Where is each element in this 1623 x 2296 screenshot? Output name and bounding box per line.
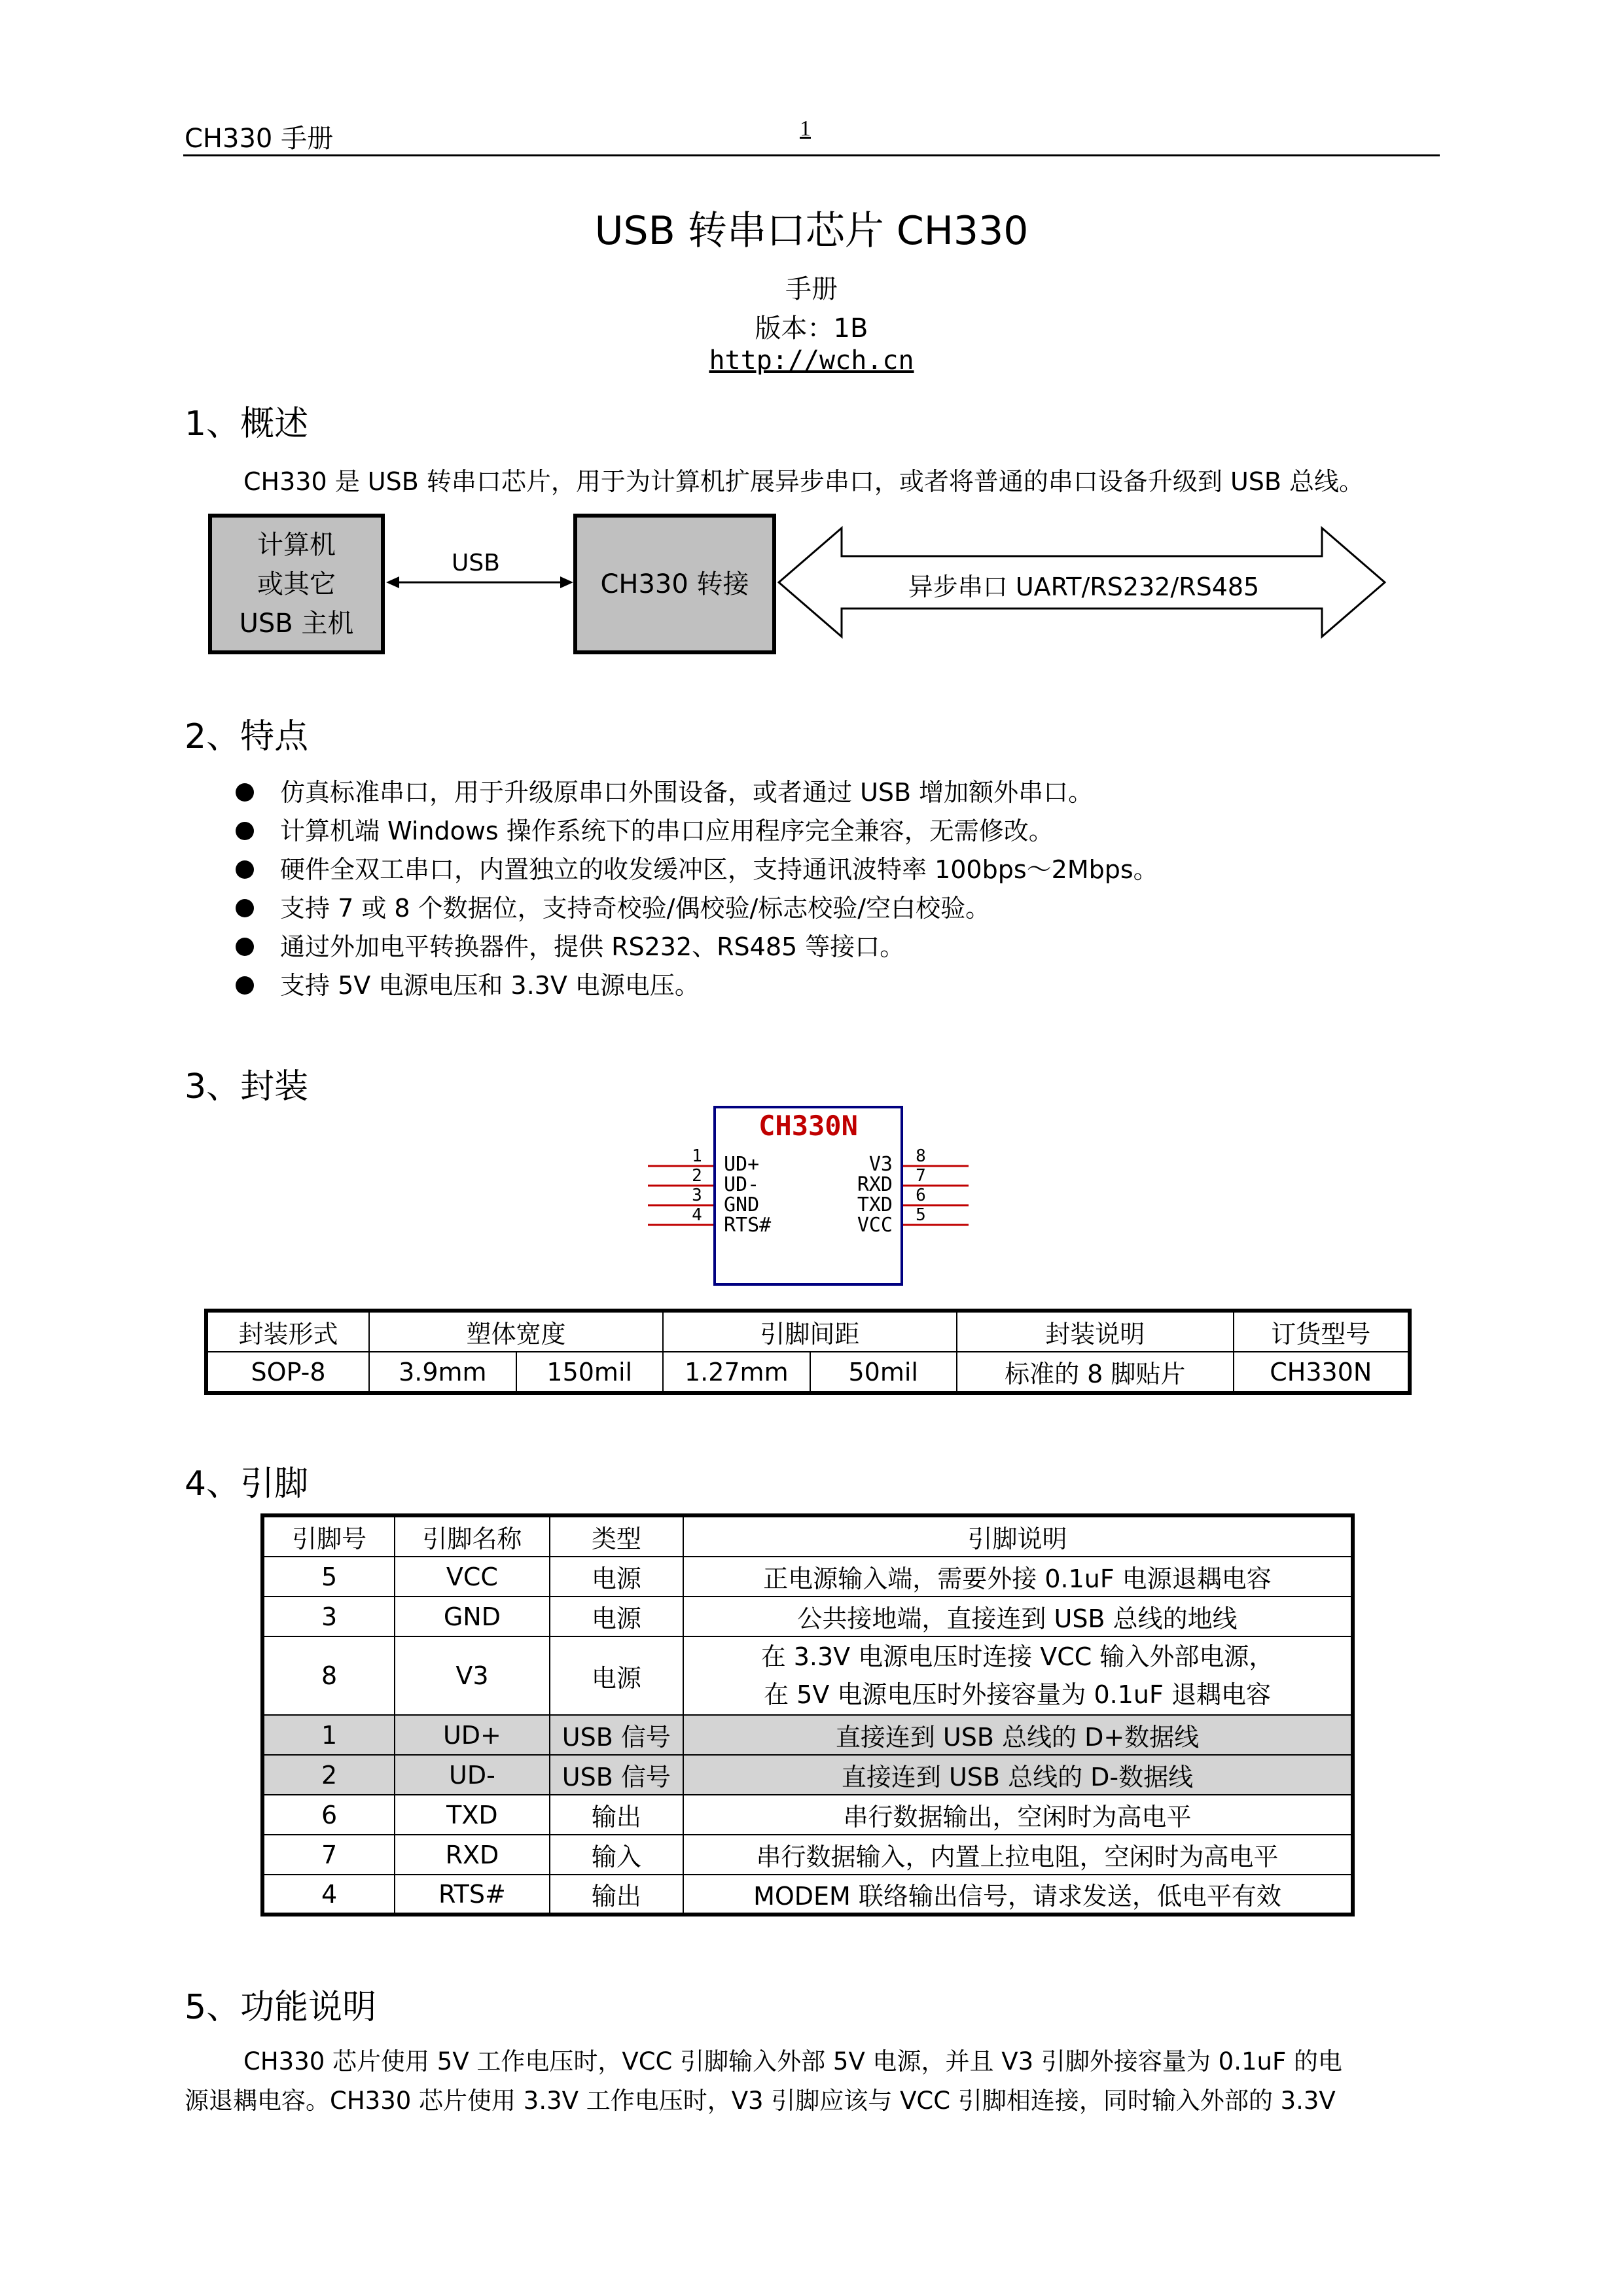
table-row: 6 TXD 输出 串行数据输出，空闲时为高电平 — [262, 1795, 1353, 1835]
section-1-text: CH330 是 USB 转串口芯片，用于为计算机扩展异步串口，或者将普通的串口设备升级到 USB 总线。 — [243, 467, 1364, 496]
feature-item: 通过外加电平转换器件，提供 RS232、RS485 等接口。 — [236, 927, 904, 963]
host-box — [208, 514, 385, 654]
chip-name: CH330N — [758, 1110, 858, 1142]
table-row: 3 GND 电源 公共接地端，直接连到 USB 总线的地线 — [262, 1597, 1353, 1636]
doc-title: USB 转串口芯片 CH330 — [594, 208, 1029, 254]
feature-item: 支持 5V 电源电压和 3.3V 电源电压。 — [236, 965, 700, 1001]
bullet-icon — [236, 976, 254, 995]
ch330-adapter-box — [573, 514, 776, 654]
section-5-text-line: CH330 芯片使用 5V 工作电压时，VCC 引脚输入外部 5V 电源，并且 V3 引脚外接容量为 0.1uF 的电 — [243, 2047, 1342, 2075]
section-2-heading: 2、特点 — [185, 717, 309, 756]
feature-item: 计算机端 Windows 操作系统下的串口应用程序完全兼容，无需修改。 — [236, 811, 1054, 847]
table-row: 2 UD- USB 信号 直接连到 USB 总线的 D-数据线 — [262, 1755, 1353, 1795]
feature-item: 仿真标准串口，用于升级原串口外围设备，或者通过 USB 增加额外串口。 — [236, 772, 1093, 808]
right-pin-names: V3 RXD TXD VCC — [857, 1153, 893, 1237]
table-row: 5 VCC 电源 正电源输入端，需要外接 0.1uF 电源退耦电容 — [262, 1557, 1353, 1597]
doc-url-link[interactable]: http://wch.cn — [709, 345, 914, 376]
section-1-heading: 1、概述 — [185, 404, 309, 444]
table-header-row: 封装形式 塑体宽度 引脚间距 封装说明 订货型号 — [206, 1311, 1410, 1352]
table-header-row: 引脚号 引脚名称 类型 引脚说明 — [262, 1515, 1353, 1557]
left-pin-names: UD+ UD- GND RTS# — [724, 1153, 772, 1237]
usb-double-arrow — [385, 569, 575, 595]
table-row: 4 RTS# 输出 MODEM 联络输出信号，请求发送，低电平有效 — [262, 1875, 1353, 1915]
section-4-heading: 4、引脚 — [185, 1464, 309, 1504]
table-row: 7 RXD 输入 串行数据输入，内置上拉电阻，空闲时为高电平 — [262, 1835, 1353, 1875]
left-pin-numbers: 1 2 3 4 — [692, 1146, 702, 1225]
doc-version: 版本：1B — [755, 313, 868, 344]
section-5-text-line: 源退耦电容。CH330 芯片使用 3.3V 工作电压时，V3 引脚应该与 VCC 引脚相连接，同时输入外部的 3.3V — [185, 2087, 1336, 2115]
bullet-icon — [236, 899, 254, 917]
bullet-icon — [236, 938, 254, 956]
table-row: 1 UD+ USB 信号 直接连到 USB 总线的 D+数据线 — [262, 1715, 1353, 1755]
ch330-adapter-label: CH330 转接 — [600, 569, 749, 599]
host-line: 计算机 — [257, 529, 336, 560]
feature-item: 硬件全双工串口，内置独立的收发缓冲区，支持通讯波特率 100bps～2Mbps。 — [236, 849, 1158, 885]
doc-subtitle: 手册 — [785, 274, 838, 304]
bullet-icon — [236, 860, 254, 879]
serial-port-label: 异步串口 UART/RS232/RS485 — [908, 573, 1260, 601]
running-header: CH330 手册 — [185, 124, 334, 154]
table-row: 8 V3 电源 在 3.3V 电源电压时连接 VCC 输入外部电源， 在 5V 电源电压时外接容量为 0.1uF 退耦电容 — [262, 1636, 1353, 1715]
section-5-heading: 5、功能说明 — [185, 1988, 377, 2027]
right-pin-numbers: 8 7 6 5 — [916, 1146, 926, 1225]
package-table — [204, 1309, 1412, 1395]
bullet-icon — [236, 822, 254, 840]
page-number: 1 — [800, 116, 811, 141]
host-line: 或其它 — [257, 569, 336, 599]
pin-table — [260, 1513, 1355, 1916]
usb-link-label: USB — [452, 550, 500, 576]
header-rule — [183, 154, 1440, 156]
host-line: USB 主机 — [239, 608, 354, 639]
feature-item: 支持 7 或 8 个数据位，支持奇校验/偶校验/标志校验/空白校验。 — [236, 888, 990, 924]
bullet-icon — [236, 783, 254, 802]
table-row: SOP-8 3.9mm 150mil 1.27mm 50mil 标准的 8 脚贴片 CH330N — [206, 1352, 1410, 1393]
section-3-heading: 3、封装 — [185, 1067, 309, 1106]
